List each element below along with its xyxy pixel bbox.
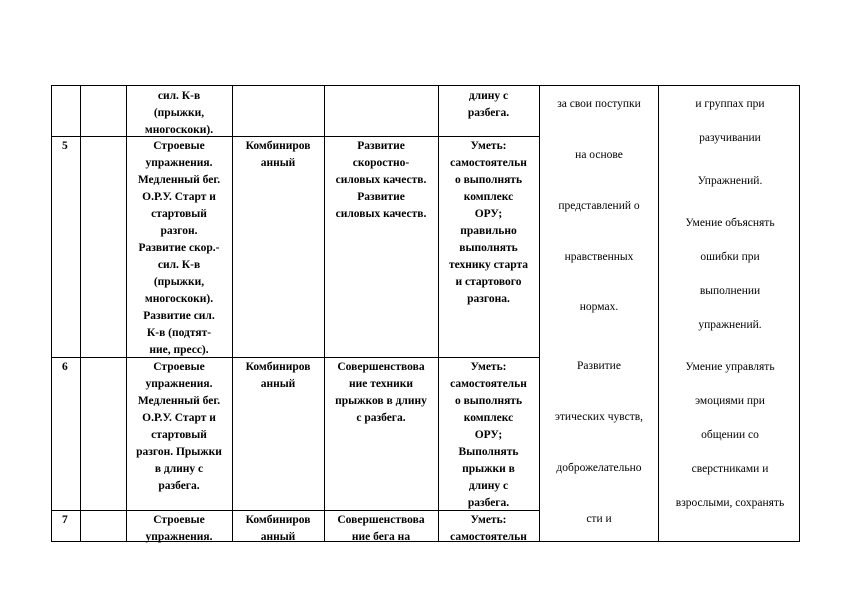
column-divider [80, 86, 81, 541]
row-number: 7 [62, 514, 68, 526]
meta-line: Умение объяснять [685, 217, 775, 229]
row-divider [52, 357, 539, 358]
personal-line: доброжелательно [556, 462, 642, 474]
row-number: 6 [62, 361, 68, 373]
personal-line: на основе [575, 149, 623, 161]
meta-line: ошибки при [700, 251, 760, 263]
personal-line: Развитие [577, 360, 621, 372]
lesson-content: Строевые упражнения. [145, 514, 213, 543]
row-number: 5 [62, 140, 68, 152]
meta-line: сверстниками и [691, 463, 769, 475]
column-divider [126, 86, 127, 541]
lesson-result: длину с разбега. [467, 90, 510, 119]
meta-line: общении со [701, 429, 759, 441]
lesson-content: Строевые упражнения. Медленный бег. О.Р.У. Старт и стартовый разгон. Прыжки в длину с разбега. [136, 361, 222, 492]
lesson-task: Совершенствова ние техники прыжков в длину с разбега. [335, 361, 427, 424]
column-divider [324, 86, 325, 541]
lesson-content: сил. К-в (прыжки, многоскоки). [144, 90, 214, 136]
row-divider [52, 136, 539, 137]
personal-line: представлений о [558, 200, 640, 212]
meta-line: эмоциями при [695, 395, 765, 407]
personal-line: за свои поступки [557, 98, 641, 110]
meta-line: упражнений. [698, 319, 762, 331]
lesson-result: Уметь: самостоятельн о выполнять комплекс ОРУ; правильно выполнять технику старта и стартового разгона. [448, 140, 529, 305]
meta-line: разучивании [699, 132, 761, 144]
meta-line: Упражнений. [697, 175, 763, 187]
personal-line: этических чувств, [554, 411, 644, 423]
personal-line: нормах. [579, 301, 619, 313]
lesson-type: Комбиниров анный [245, 140, 311, 169]
column-divider [232, 86, 233, 541]
lesson-result: Уметь: самостоятельн о выполнять комплекс ОРУ; Выполнять прыжки в длину с разбега. [450, 361, 527, 509]
meta-line: Умение управлять [685, 361, 775, 373]
lesson-task: Развитие скоростно- силовых качеств. Развитие силовых качеств. [335, 140, 427, 220]
lesson-type: Комбиниров анный [245, 361, 311, 390]
lesson-task: Совершенствова ние бега на [337, 514, 425, 543]
lesson-plan-table [51, 85, 800, 542]
lesson-result: Уметь: самостоятельн [450, 514, 527, 543]
meta-line: и группах при [695, 98, 765, 110]
lesson-content: Строевые упражнения. Медленный бег. О.Р.У. Старт и стартовый разгон. Развитие скор.- сил. К-в (прыжки, многоскоки). Развитие сил. К-в (подтят- ние, пресс). [137, 140, 221, 356]
personal-line: сти и [586, 513, 612, 525]
lesson-type: Комбиниров анный [245, 514, 311, 543]
personal-line: нравственных [564, 251, 634, 263]
column-divider [438, 86, 439, 541]
meta-line: выполнении [699, 285, 761, 297]
meta-line: взрослыми, сохранять [675, 497, 785, 509]
